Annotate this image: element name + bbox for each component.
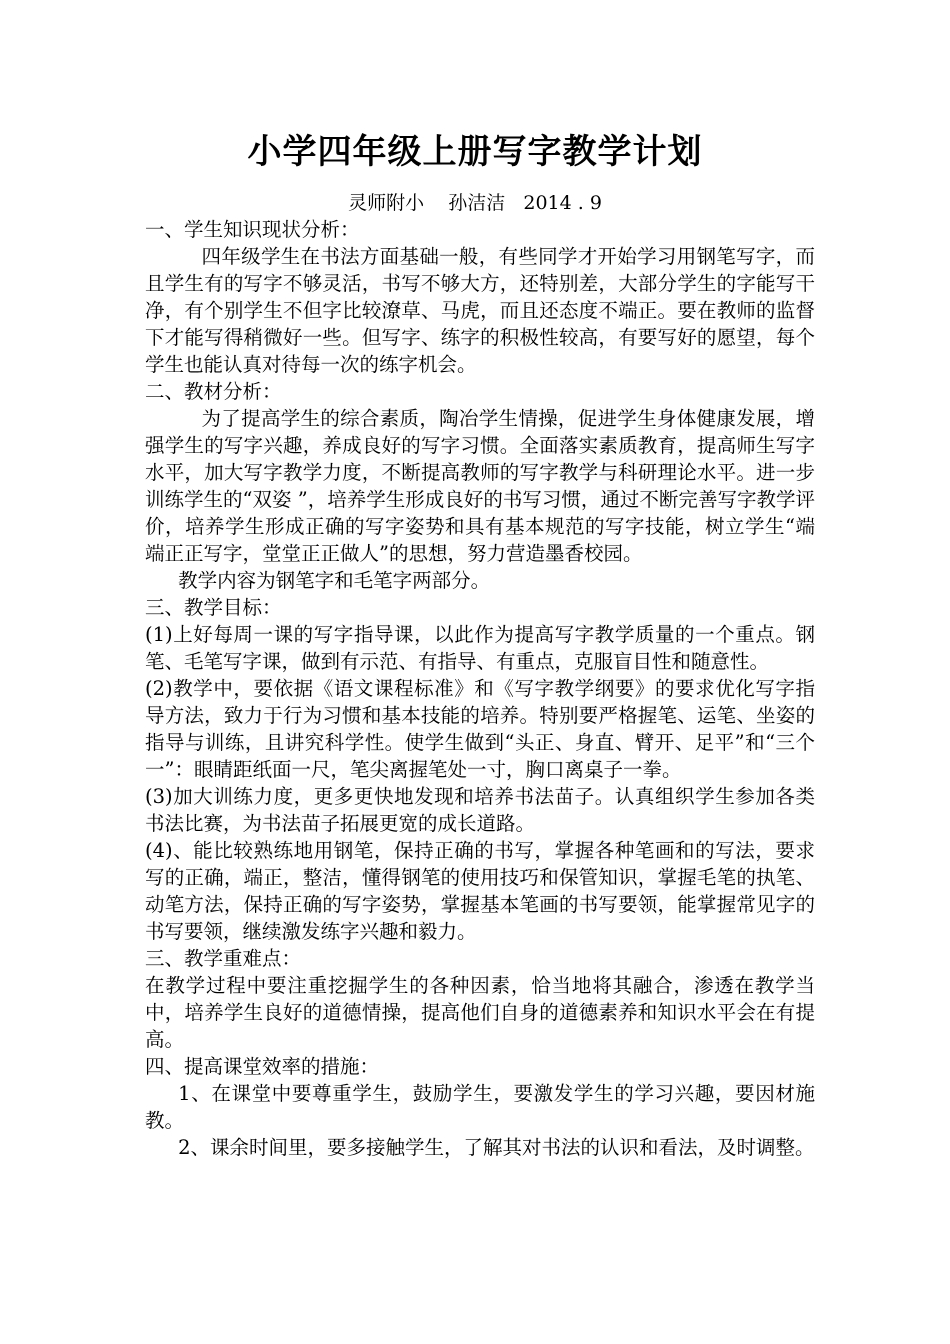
- body-paragraph: (3)加大训练力度，更多更快地发现和培养书法苗子。认真组织学生参加各类书法比赛，为书法苗子拓展更宽的成长道路。: [145, 785, 815, 835]
- author-date-line: 灵师附小 孙洁洁 2014 . 9: [348, 192, 602, 214]
- body-paragraph: 四年级学生在书法方面基础一般，有些同学才开始学习用钢笔写字，而且学生有的写字不够灵活，书写不够大方，还特别差，大部分学生的字能写干净，有个别学生不但字比较潦草、马虎，而且还态度不端正。要在教师的监督下才能写得稍微好一些。但写字、练字的积极性较高，有要写好的愿望，每个学生也能认真对待每一次的练字机会。: [145, 245, 815, 376]
- section-heading: 一、学生知识现状分析：: [145, 218, 360, 241]
- body-paragraph: 教学内容为钢笔字和毛笔字两部分。: [178, 569, 491, 592]
- body-paragraph: 在教学过程中要注重挖掘学生的各种因素，恰当地将其融合，渗透在教学当中，培养学生良好的道德情操，提高他们自身的道德素养和知识水平会在有提高。: [145, 974, 815, 1051]
- section-heading: 二、教材分析：: [145, 380, 282, 403]
- body-paragraph: 为了提高学生的综合素质，陶冶学生情操，促进学生身体健康发展，增强学生的写字兴趣，养成良好的写字习惯。全面落实素质教育，提高师生写字水平，加大写字教学力度，不断提高教师的写字教学与科研理论水平。进一步训练学生的“双姿 ”，培养学生形成良好的书写习惯，通过不断完善写字教学评价，培养学生形成正确的写字姿势和具有基本规范的写字技能，树立学生“端端正正写字，堂堂正正做人”的思想，努力营造墨香校园。: [145, 407, 815, 565]
- section-heading: 三、教学目标：: [145, 596, 282, 619]
- section-heading: 三、教学重难点：: [145, 947, 302, 970]
- body-paragraph: (1)上好每周一课的写字指导课，以此作为提高写字教学质量的一个重点。钢笔、毛笔写字课，做到有示范、有指导、有重点，克服盲目性和随意性。: [145, 623, 815, 673]
- body-paragraph: 1、在课堂中要尊重学生，鼓励学生，要激发学生的学习兴趣，要因材施教。: [145, 1082, 815, 1132]
- body-paragraph: (2)教学中，要依据《语文课程标准》和《写字教学纲要》的要求优化写字指导方法，致力于行为习惯和基本技能的培养。特别要严格握笔、运笔、坐姿的指导与训练，且讲究科学性。使学生做到“头正、身直、臂开、足平”和“三个一”：眼睛距纸面一尺，笔尖离握笔处一寸，胸口离桌子一拳。: [145, 677, 815, 781]
- section-heading: 四、提高课堂效率的措施：: [145, 1055, 380, 1078]
- document-title: 小学四年级上册写字教学计划: [247, 132, 703, 172]
- body-paragraph: 2、课余时间里，要多接触学生，了解其对书法的认识和看法，及时调整。: [178, 1136, 815, 1159]
- body-paragraph: (4)、能比较熟练地用钢笔，保持正确的书写，掌握各种笔画和的写法，要求写的正确，端正，整洁，懂得钢笔的使用技巧和保管知识，掌握毛笔的执笔、动笔方法，保持正确的写字姿势，掌握基本笔画的书写要领，能掌握常见字的书写要领，继续激发练字兴趣和毅力。: [145, 839, 815, 943]
- document-body: [145, 216, 815, 1161]
